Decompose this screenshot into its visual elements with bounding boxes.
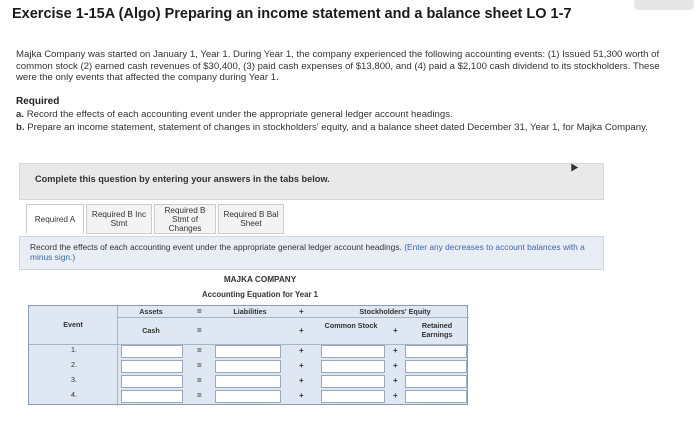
required-heading: Required — [16, 96, 60, 107]
liabilities-input-1[interactable] — [215, 345, 281, 358]
panel-text: Record the effects of each accounting event under the appropriate general ledger account headings. — [30, 242, 402, 252]
tab-required-b-stmt-changes[interactable]: Required B Stmt of Changes — [154, 204, 216, 234]
event-number-2: 2. — [71, 360, 77, 369]
plus-sign-row-2: + — [299, 361, 304, 370]
required-a — [16, 109, 453, 120]
assets-header: Assets — [139, 307, 163, 316]
instruction-panel — [19, 236, 604, 270]
instruction-text: Complete this question by entering your answers in the tabs below. — [35, 174, 330, 184]
cash-header: Cash — [142, 326, 160, 335]
cash-input-3[interactable] — [121, 375, 183, 388]
retained-earnings-input-1[interactable] — [405, 345, 467, 358]
cash-input-2[interactable] — [121, 360, 183, 373]
retained-earnings-header: Retained Earnings — [421, 321, 453, 339]
liabilities-header: Liabilities — [233, 307, 267, 316]
event-number-1: 1. — [71, 345, 77, 354]
common-stock-input-3[interactable] — [321, 375, 385, 388]
liabilities-input-4[interactable] — [215, 390, 281, 403]
plus-sign-equity-row-2: + — [393, 361, 398, 370]
accounting-equation-table — [28, 305, 468, 405]
required-b-text: Prepare an income statement, statement of changes in stockholders' equity, and a balance sheet dated December 31, Year 1, for Majka Company. — [27, 122, 648, 133]
required-a-text: Record the effects of each accounting event under the appropriate general ledger account headings. — [26, 109, 453, 120]
stockholders-equity-header: Stockholders' Equity — [359, 307, 431, 316]
panel-instruction — [30, 242, 595, 262]
common-stock-input-4[interactable] — [321, 390, 385, 403]
tab-required-b-bal-sheet[interactable]: Required B Bal Sheet — [218, 204, 284, 234]
tab-required-a[interactable]: Required A — [26, 204, 84, 234]
instruction-box — [19, 163, 604, 200]
equation-title: Accounting Equation for Year 1 — [202, 290, 318, 299]
plus-sign-header: + — [299, 307, 304, 316]
common-stock-input-1[interactable] — [321, 345, 385, 358]
header-divider — [117, 317, 469, 318]
plus-sign-equity-row-4: + — [393, 391, 398, 400]
required-a-label: a. — [16, 109, 25, 120]
equals-sign-subheader: = — [197, 326, 202, 335]
common-stock-header: Common Stock — [324, 321, 378, 330]
event-header: Event — [63, 320, 83, 329]
liabilities-input-2[interactable] — [215, 360, 281, 373]
tab-required-b-inc-stmt[interactable]: Required B Inc Stmt — [86, 204, 152, 234]
plus-sign-row-1: + — [299, 346, 304, 355]
equals-sign-row-4: = — [197, 391, 202, 400]
event-number-3: 3. — [71, 375, 77, 384]
equals-sign-row-1: = — [197, 346, 202, 355]
company-name: MAJKA COMPANY — [223, 275, 297, 284]
required-b — [16, 122, 656, 134]
plus-sign-row-3: + — [299, 376, 304, 385]
equals-sign-row-3: = — [197, 376, 202, 385]
exercise-title: Exercise 1-15A (Algo) Preparing an income statement and a balance sheet LO 1-7 — [12, 6, 572, 22]
cash-input-1[interactable] — [121, 345, 183, 358]
plus-sign-subheader: + — [299, 326, 304, 335]
problem-statement: Majka Company was started on January 1, Year 1. During Year 1, the company experienced the following accounting events: (1) Issued 51,300 worth of common stock (2) earned cash revenues of $30,400, (3) paid cash expenses of $13,800, and (4) paid a $2,100 cash dividend to its stockholders. These were the only events that affected the company during Year 1. — [16, 49, 660, 84]
cash-input-4[interactable] — [121, 390, 183, 403]
plus-sign-equity-row-1: + — [393, 346, 398, 355]
panel-hint: (Enter any decreases to account balances with a minus sign.) — [30, 242, 585, 263]
retained-earnings-input-3[interactable] — [405, 375, 467, 388]
liabilities-input-3[interactable] — [215, 375, 281, 388]
top-right-button[interactable] — [634, 0, 694, 10]
event-column-divider — [117, 306, 118, 406]
plus-sign-row-4: + — [299, 391, 304, 400]
required-b-label: b. — [16, 122, 25, 133]
equals-sign-row-2: = — [197, 361, 202, 370]
plus-sign-equity-header: + — [393, 326, 398, 335]
retained-earnings-input-4[interactable] — [405, 390, 467, 403]
event-number-4: 4. — [71, 390, 77, 399]
plus-sign-equity-row-3: + — [393, 376, 398, 385]
retained-earnings-input-2[interactable] — [405, 360, 467, 373]
equals-sign-header: = — [197, 307, 202, 316]
common-stock-input-2[interactable] — [321, 360, 385, 373]
